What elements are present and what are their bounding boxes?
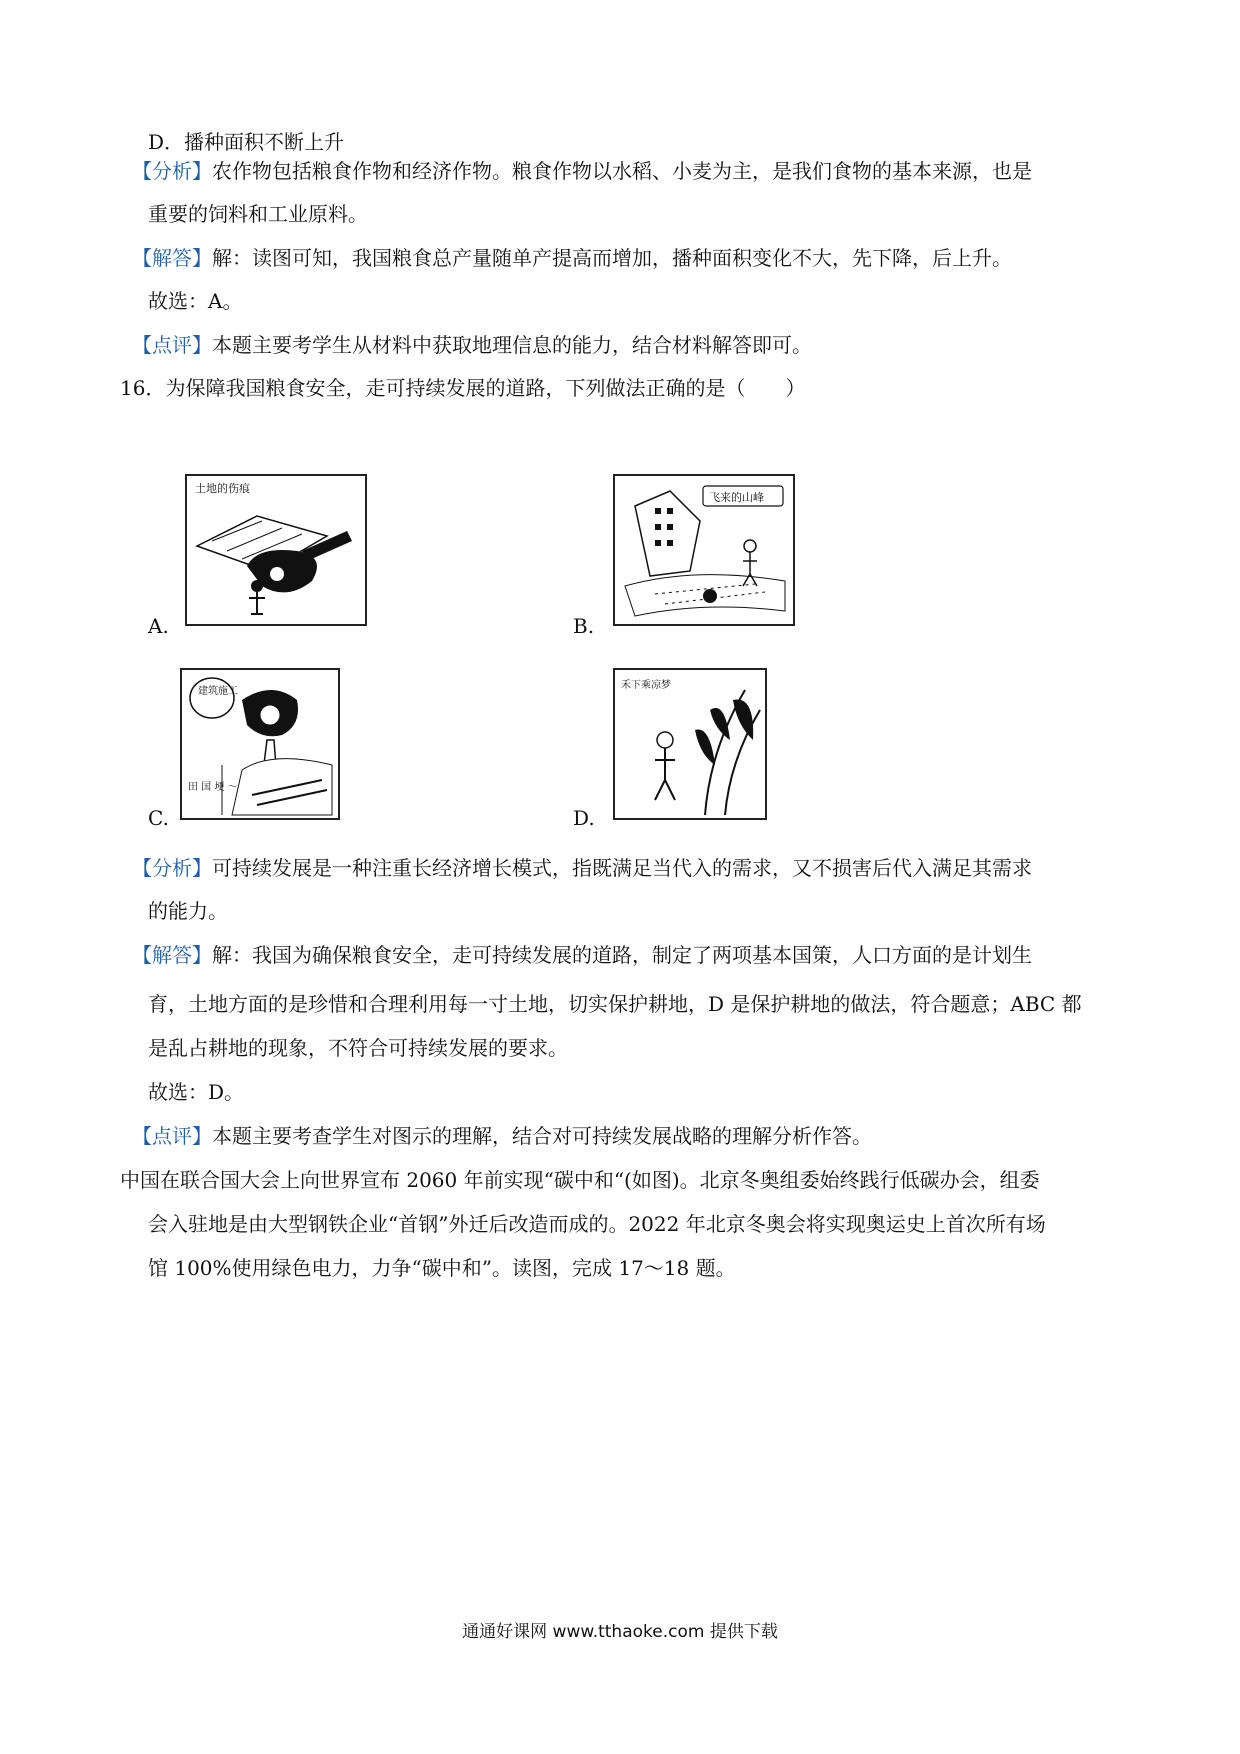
q16-answer-text: 解：我国为确保粮食安全，走可持续发展的道路，制定了两项基本国策，人口方面的是计划生 [212,943,1032,967]
q16-answer-paragraph [132,941,1032,969]
comment-text: 本题主要考学生从材料中获取地理信息的能力，结合材料解答即可。 [212,333,812,357]
option-a-label: A. [148,614,169,638]
q16-answer-tag: 【解答】 [132,943,212,967]
cartoon-a-image [185,474,367,626]
cartoon-b-caption: 飞来的山峰 [709,491,764,504]
analysis-paragraph [132,157,1032,185]
option-b-label: B. [573,614,595,638]
q16-comment-text: 本题主要考查学生对图示的理解，结合对可持续发展战略的理解分析作答。 [212,1124,872,1148]
q16-analysis-text: 可持续发展是一种注重长经济增长模式，指既满足当代入的需求，又不损害后代入满足其需求 [212,856,1032,880]
answer-tag: 【解答】 [132,246,212,270]
answer-paragraph [132,244,1012,272]
q16-choice-text: 故选：D。 [148,1080,245,1104]
cartoon-c-side-text: 田 国 埂 ～ [188,782,238,793]
cartoon-d-caption: 禾下乘凉梦 [621,680,671,691]
passage-line-1: 中国在联合国大会上向世界宣布 2060 年前实现“碳中和“(如图)。北京冬奥组委始终践行低碳办会，组委 [120,1168,1040,1192]
cartoon-c-image [180,668,340,820]
q16-answer-text-2: 育，土地方面的是珍惜和合理利用每一寸土地，切实保护耕地，D 是保护耕地的做法，符合题意；ABC 都 [148,992,1082,1016]
cartoon-d-image [613,668,767,820]
cartoon-b-image [613,474,795,626]
option-c-label: C. [148,806,169,830]
analysis-text-cont: 重要的饲料和工业原料。 [148,202,368,226]
cartoon-c-caption: 建筑施工 [198,686,238,697]
q16-answer-text-3: 是乱占耕地的现象，不符合可持续发展的要求。 [148,1036,568,1060]
cartoon-a-caption: 土地的伤痕 [195,482,250,495]
q16-comment-paragraph [132,1122,872,1150]
comment-paragraph [132,331,812,359]
analysis-tag: 【分析】 [132,159,212,183]
passage-line-2: 会入驻地是由大型钢铁企业“首钢”外迁后改造而成的。2022 年北京冬奥会将实现奥运史上首次所有场 [148,1212,1046,1236]
q16-analysis-paragraph [132,854,1032,882]
page-footer: 通通好课网 www.tthaoke.com 提供下载 [462,1622,778,1642]
q16-analysis-tag: 【分析】 [132,856,212,880]
choice-text: 故选：A。 [148,289,243,313]
passage-line-3: 馆 100%使用绿色电力，力争“碳中和”。读图，完成 17～18 题。 [148,1256,736,1280]
question-16-stem: 16．为保障我国粮食安全，走可持续发展的道路，下列做法正确的是（ ） [120,376,806,400]
q16-analysis-text-cont: 的能力。 [148,899,228,923]
comment-tag: 【点评】 [132,333,212,357]
option-d-label: D. [573,806,595,830]
option-d-prev: D．播种面积不断上升 [148,130,345,154]
analysis-text: 农作物包括粮食作物和经济作物。粮食作物以水稻、小麦为主，是我们食物的基本来源，也是 [212,159,1032,183]
answer-text: 解：读图可知，我国粮食总产量随单产提高而增加，播种面积变化不大，先下降，后上升。 [212,246,1012,270]
q16-comment-tag: 【点评】 [132,1124,212,1148]
